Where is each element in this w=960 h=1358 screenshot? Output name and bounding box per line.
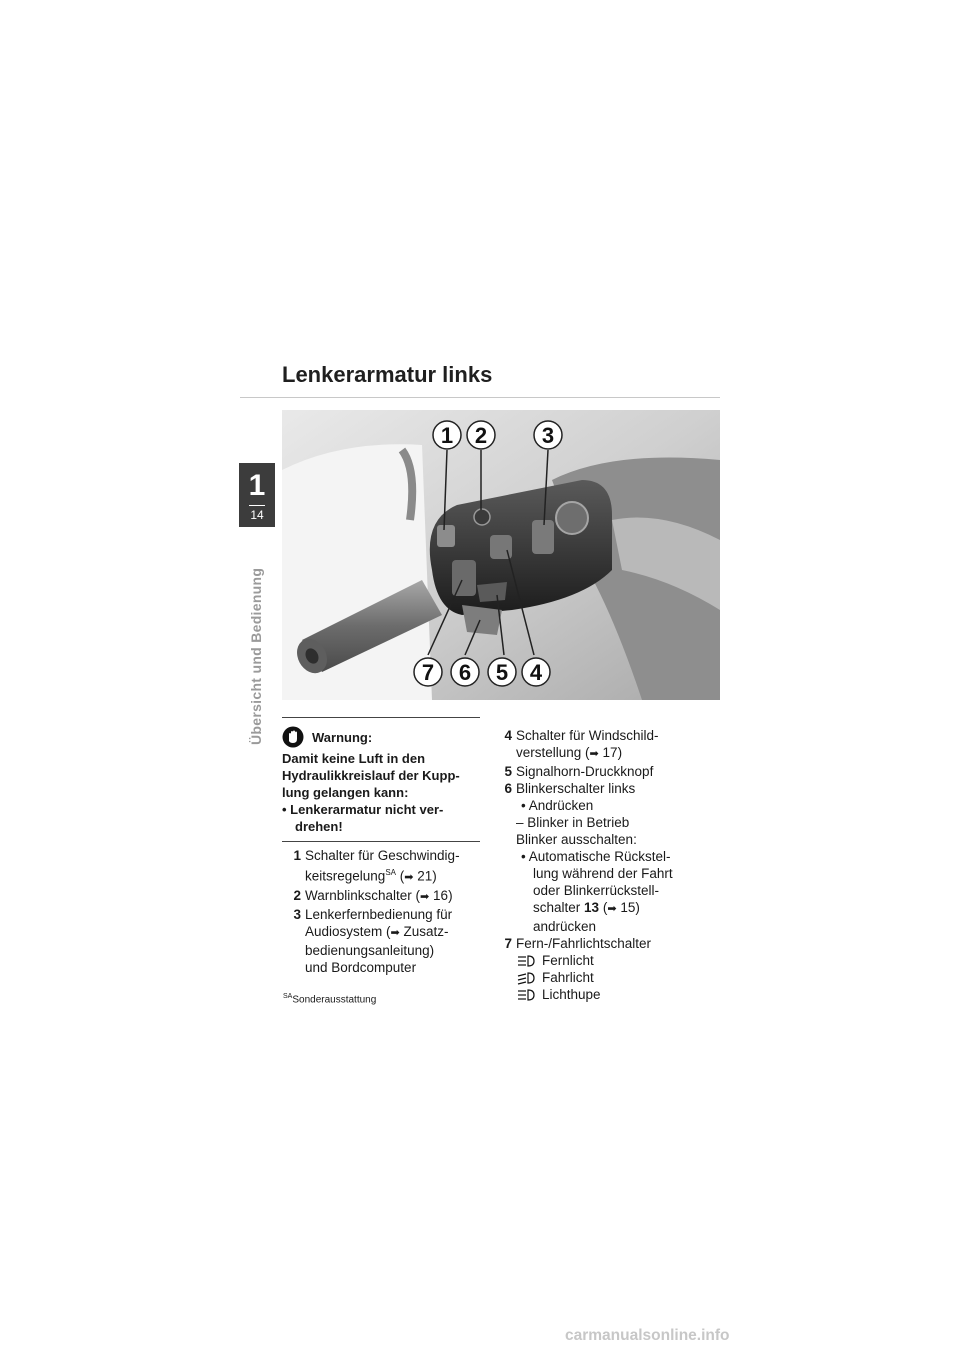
high-beam-icon (516, 954, 536, 968)
callout-2: 2 (474, 423, 488, 448)
turn-signal-bullet-2-line2: lung während der Fahrt (533, 866, 673, 881)
turn-signal-bullet-2: • Automatische Rückstel- (521, 849, 671, 864)
footnote: $^{SA}$Sonderausstattung (283, 993, 377, 1006)
legend-item-5: 5 Signalhorn-Druckknopf (504, 764, 654, 779)
legend-item-3: 3 Lenkerfernbedienung für Audiosystem (➡ Zusatz- bedienungsanleitung) und Bordcomputer (293, 906, 453, 975)
low-beam-icon (516, 971, 536, 985)
legend-item-7: 7 Fern-/Fahrlichtschalter (504, 936, 652, 951)
turn-signal-switch (462, 605, 502, 635)
hazard-button (474, 509, 490, 525)
callout-4: 4 (529, 660, 543, 685)
legend-list-left (284, 847, 484, 976)
arrow-icon: ➡ (390, 926, 400, 939)
light-high-beam: Fernlicht (495, 952, 695, 969)
callout-1: 1 (440, 423, 454, 448)
turn-signal-bullet-2-line5: andrücken (533, 919, 597, 934)
turn-signal-bullet-2-line4: schalter 13 (➡ 15) (533, 900, 640, 915)
arrow-icon: ➡ (607, 903, 617, 915)
page-number: 14 (250, 508, 264, 522)
warning-bullet: • Lenkerarmatur nicht ver-drehen! (282, 802, 444, 834)
legend-item-2: 2 Warnblinkschalter (➡ 16) (293, 887, 453, 903)
legend-item-6: 6 Blinkerschalter links (504, 781, 636, 796)
turn-signal-bullet-2-line3: oder Blinkerrückstell- (533, 883, 660, 898)
legend-list-right (495, 727, 695, 1003)
cruise-control-switch (437, 525, 455, 547)
audio-button (532, 520, 554, 554)
headlight-flasher-icon (516, 988, 536, 1002)
warning-header (282, 726, 480, 748)
stop-hand-icon (282, 726, 304, 748)
warning-box (282, 717, 480, 842)
callout-7: 7 (421, 660, 435, 685)
turn-signal-note-1: – Blinker in Betrieb (516, 815, 630, 830)
volume-dial (556, 502, 588, 534)
light-switch (452, 560, 476, 596)
chapter-number: 1 (248, 469, 266, 502)
light-low-beam: Fahrlicht (495, 969, 695, 986)
arrow-icon: ➡ (589, 748, 599, 760)
chapter-tab-divider (249, 505, 265, 506)
page-title: Lenkerarmatur links (282, 362, 493, 387)
callout-3: 3 (541, 423, 555, 448)
warning-bottom-rule (282, 841, 480, 842)
handlebar-switch-illustration (282, 410, 720, 700)
legend-item-1: 1 Schalter für Geschwindig- keitsregelung$^{SA}$ (➡ 21) (293, 848, 460, 884)
watermark: carmanualsonline.info (565, 1327, 730, 1344)
warning-text: Damit keine Luft in den Hydraulikkreislauf der Kupp-lung gelangen kann: (282, 751, 460, 800)
horn-button (477, 582, 507, 602)
warning-title: Warnung: (312, 729, 373, 745)
warning-top-rule (282, 717, 480, 718)
chapter-side-label: Übersicht und Bedienung (248, 567, 264, 745)
arrow-icon: ➡ (420, 890, 430, 903)
arrow-icon: ➡ (404, 871, 414, 884)
turn-signal-note-2: Blinker ausschalten: (516, 832, 637, 847)
light-flasher: Lichthupe (495, 986, 695, 1003)
turn-signal-bullet-1: • Andrücken (521, 798, 594, 813)
title-divider (240, 397, 720, 398)
callout-5: 5 (495, 660, 509, 685)
callout-6: 6 (458, 660, 472, 685)
legend-item-4: 4 Schalter für Windschild- verstellung (➡ 17) (504, 728, 659, 760)
